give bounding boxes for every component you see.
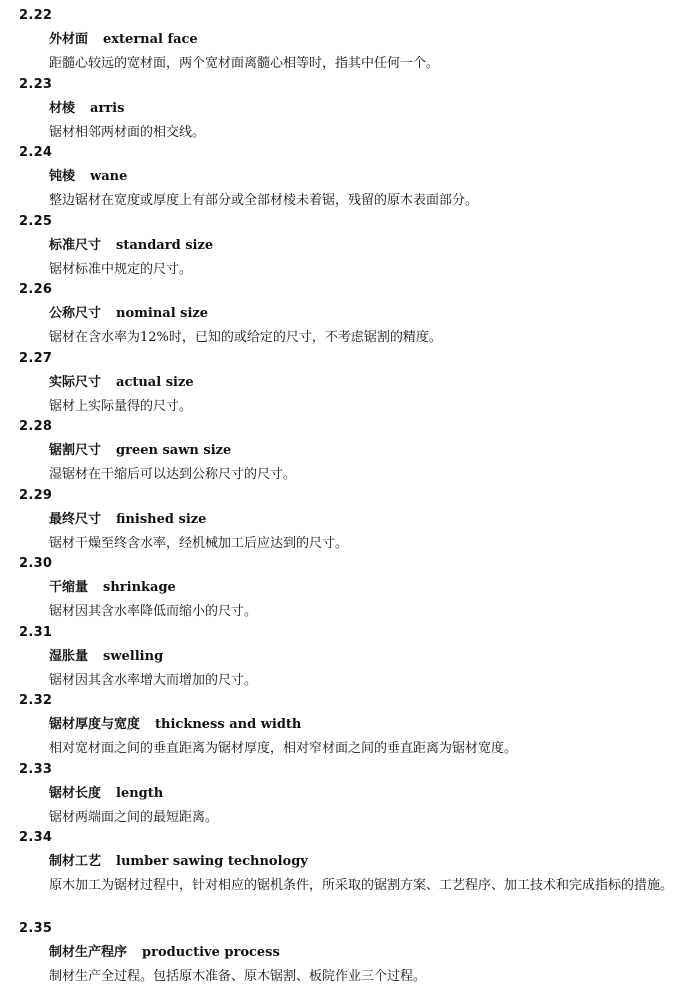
term-definition: 锯材相邻两材面的相交线。 <box>49 125 206 140</box>
term-heading <box>49 580 176 596</box>
term-chinese: 材棱 <box>49 101 76 116</box>
term-heading <box>49 238 213 254</box>
clause-number: 2.35 <box>19 921 53 936</box>
term-english: thickness and width <box>155 717 302 732</box>
term-chinese: 钝棱 <box>49 169 76 184</box>
term-english: length <box>116 786 164 801</box>
term-definition: 锯材标准中规定的尺寸。 <box>49 262 193 277</box>
term-definition: 距髓心较远的宽材面，两个宽材面离髓心相等时，指其中任何一个。 <box>49 56 440 71</box>
term-heading <box>49 717 301 733</box>
clause-number: 2.27 <box>19 351 53 366</box>
clause-number: 2.34 <box>19 830 53 845</box>
term-definition: 相对宽材面之间的垂直距离为锯材厚度，相对窄材面之间的垂直距离为锯材宽度。 <box>49 741 518 756</box>
term-english: green sawn size <box>116 443 232 458</box>
term-definition: 锯材在含水率为12%时，已知的或给定的尺寸，不考虑锯割的精度。 <box>49 330 442 345</box>
term-english: finished size <box>116 512 207 527</box>
term-chinese: 锯材厚度与宽度 <box>49 717 141 732</box>
term-definition: 原木加工为锯材过程中，针对相应的锯机条件，所采取的锯割方案、工艺程序、加工技术和完成指标的措施。 <box>49 878 674 893</box>
clause-number: 2.33 <box>19 762 53 777</box>
term-heading <box>49 443 231 459</box>
term-chinese: 锯割尺寸 <box>49 443 102 458</box>
clause-number: 2.32 <box>19 693 53 708</box>
clause-number: 2.25 <box>19 214 53 229</box>
term-english: standard size <box>116 238 214 253</box>
term-heading <box>49 512 206 528</box>
term-english: swelling <box>103 649 164 664</box>
term-definition: 锯材两端面之间的最短距离。 <box>49 810 219 825</box>
term-definition: 制材生产全过程。包括原木准备、原木锯割、板院作业三个过程。 <box>49 969 427 984</box>
term-heading <box>49 854 308 870</box>
term-english: nominal size <box>116 306 209 321</box>
term-heading <box>49 649 163 665</box>
term-chinese: 干缩量 <box>49 580 89 595</box>
term-chinese: 实际尺寸 <box>49 375 102 390</box>
term-heading <box>49 786 163 802</box>
term-heading <box>49 101 124 117</box>
term-english: external face <box>103 32 198 47</box>
term-chinese: 锯材长度 <box>49 786 102 801</box>
term-definition: 锯材因其含水率降低而缩小的尺寸。 <box>49 604 258 619</box>
term-heading <box>49 32 198 48</box>
term-definition: 锯材干燥至终含水率，经机械加工后应达到的尺寸。 <box>49 536 349 551</box>
term-definition: 锯材上实际量得的尺寸。 <box>49 399 193 414</box>
term-english: actual size <box>116 375 194 390</box>
clause-number: 2.23 <box>19 77 53 92</box>
term-english: productive process <box>142 945 280 960</box>
clause-number: 2.22 <box>19 8 53 23</box>
term-definition: 整边锯材在宽度或厚度上有部分或全部材棱未着锯，残留的原木表面部分。 <box>49 193 479 208</box>
term-heading <box>49 945 280 961</box>
clause-number: 2.28 <box>19 419 53 434</box>
clause-number: 2.31 <box>19 625 53 640</box>
term-chinese: 制材生产程序 <box>49 945 128 960</box>
term-chinese: 标准尺寸 <box>49 238 102 253</box>
term-english: arris <box>90 101 125 116</box>
term-chinese: 制材工艺 <box>49 854 102 869</box>
term-chinese: 公称尺寸 <box>49 306 102 321</box>
clause-number: 2.26 <box>19 282 53 297</box>
term-english: wane <box>90 169 128 184</box>
term-chinese: 最终尺寸 <box>49 512 102 527</box>
term-definition: 湿锯材在干缩后可以达到公称尺寸的尺寸。 <box>49 467 297 482</box>
term-english: lumber sawing technology <box>116 854 308 869</box>
term-chinese: 湿胀量 <box>49 649 89 664</box>
clause-number: 2.30 <box>19 556 53 571</box>
term-heading <box>49 169 127 185</box>
term-heading <box>49 375 194 391</box>
term-heading <box>49 306 208 322</box>
term-chinese: 外材面 <box>49 32 89 47</box>
clause-number: 2.24 <box>19 145 53 160</box>
term-definition: 锯材因其含水率增大而增加的尺寸。 <box>49 673 258 688</box>
term-english: shrinkage <box>103 580 176 595</box>
clause-number: 2.29 <box>19 488 53 503</box>
